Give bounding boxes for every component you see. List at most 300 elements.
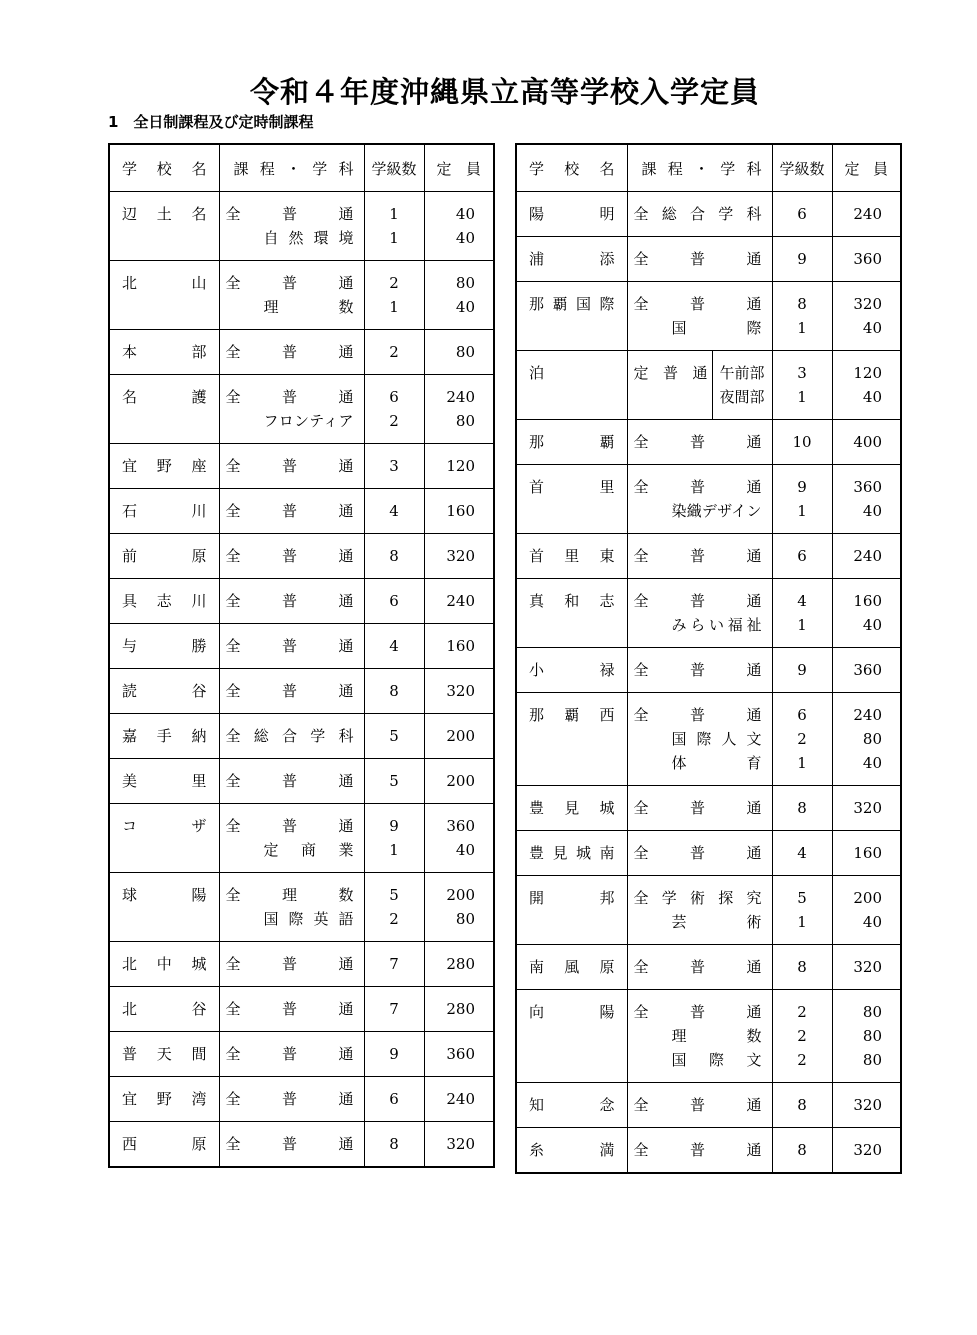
cell-line: 全普通 bbox=[225, 388, 354, 406]
school-name: 首里 bbox=[529, 478, 615, 496]
cell-line: 全普通 bbox=[633, 661, 762, 679]
course-cell bbox=[219, 330, 364, 375]
capacity-cell bbox=[424, 669, 494, 714]
cell-line: 8 bbox=[797, 295, 807, 313]
capacity-cell bbox=[832, 876, 901, 945]
school-name: 宜野座 bbox=[122, 457, 207, 475]
school-name-cell bbox=[109, 1032, 219, 1077]
cell-line: 360 bbox=[853, 661, 883, 679]
cell-line: 280 bbox=[446, 1000, 475, 1018]
cell-line: 全普通 bbox=[225, 343, 354, 361]
cell-line: 全普通 bbox=[633, 1096, 762, 1114]
cell-line: 全普通 bbox=[225, 1045, 354, 1063]
school-name-cell bbox=[516, 282, 627, 351]
cell-line: 全普通 bbox=[633, 799, 762, 817]
cell-line: 160 bbox=[853, 592, 883, 610]
school-name-cell bbox=[109, 489, 219, 534]
school-name-cell bbox=[109, 714, 219, 759]
cell-line: 2 bbox=[797, 1003, 807, 1021]
school-name-cell bbox=[109, 873, 219, 942]
capacity-cell bbox=[832, 1128, 901, 1174]
school-name: 前原 bbox=[122, 547, 207, 565]
table-row bbox=[516, 945, 901, 990]
cell-line: 8 bbox=[797, 1096, 807, 1114]
table-row bbox=[109, 714, 494, 759]
cell-line: 360 bbox=[446, 817, 475, 835]
cell-line: 40 bbox=[455, 298, 475, 316]
cell-line: 1 bbox=[389, 841, 399, 859]
cell-line: 40 bbox=[862, 502, 883, 520]
cell-line: 40 bbox=[862, 319, 883, 337]
capacity-cell bbox=[424, 489, 494, 534]
course-cell bbox=[627, 351, 712, 420]
capacity-cell bbox=[424, 444, 494, 489]
cell-line: 2 bbox=[797, 730, 807, 748]
school-name: 向陽 bbox=[529, 1003, 615, 1021]
school-name: 本部 bbox=[122, 343, 207, 361]
school-name: コザ bbox=[122, 817, 207, 835]
cell-line: 6 bbox=[797, 205, 807, 223]
cell-line: 320 bbox=[853, 799, 883, 817]
school-name: 辺土名 bbox=[122, 205, 207, 223]
cell-line: 200 bbox=[446, 772, 475, 790]
course-cell bbox=[219, 1122, 364, 1168]
school-name: 宜野湾 bbox=[122, 1090, 207, 1108]
school-name: 真和志 bbox=[529, 592, 615, 610]
cell-line: みらい福祉 bbox=[671, 616, 762, 634]
cell-line: 全普通 bbox=[633, 433, 762, 451]
capacity-cell bbox=[832, 351, 901, 420]
cell-line: 4 bbox=[389, 637, 399, 655]
table-row bbox=[109, 261, 494, 330]
cell-line: 全普通 bbox=[633, 706, 762, 724]
school-name-cell bbox=[516, 831, 627, 876]
cell-line: 320 bbox=[853, 958, 883, 976]
cell-line: 240 bbox=[853, 706, 883, 724]
cell-line: 9 bbox=[797, 250, 807, 268]
capacity-cell bbox=[832, 831, 901, 876]
table-row bbox=[516, 579, 901, 648]
cell-line: 全総合学科 bbox=[225, 727, 354, 745]
course-cell bbox=[627, 831, 772, 876]
school-name-cell bbox=[516, 945, 627, 990]
cell-line: 全普通 bbox=[633, 1003, 762, 1021]
classes-cell bbox=[364, 714, 424, 759]
school-name-cell bbox=[516, 1083, 627, 1128]
course-cell bbox=[627, 465, 772, 534]
cell-line: 80 bbox=[455, 343, 475, 361]
table-row bbox=[516, 990, 901, 1083]
cell-line: フロンティア bbox=[263, 412, 354, 430]
school-name-cell bbox=[516, 1128, 627, 1174]
capacity-cell bbox=[424, 534, 494, 579]
course-cell bbox=[627, 237, 772, 282]
school-name-cell bbox=[109, 624, 219, 669]
cell-line: 4 bbox=[797, 592, 807, 610]
school-name: 泊 bbox=[529, 364, 545, 382]
cell-line: 200 bbox=[446, 886, 475, 904]
cell-line: 5 bbox=[389, 772, 399, 790]
school-name: 嘉手納 bbox=[122, 727, 207, 745]
school-name-cell bbox=[109, 534, 219, 579]
course-cell bbox=[627, 990, 772, 1083]
table-row bbox=[516, 693, 901, 786]
table-row bbox=[109, 1122, 494, 1168]
table-row bbox=[516, 876, 901, 945]
school-name: 南風原 bbox=[529, 958, 615, 976]
classes-cell bbox=[772, 1083, 832, 1128]
school-name-cell bbox=[109, 669, 219, 714]
classes-cell bbox=[364, 261, 424, 330]
classes-cell bbox=[364, 804, 424, 873]
cell-line: 1 bbox=[389, 298, 399, 316]
classes-cell bbox=[364, 942, 424, 987]
school-name-cell bbox=[516, 237, 627, 282]
cell-line: 2 bbox=[797, 1051, 807, 1069]
classes-cell bbox=[772, 579, 832, 648]
classes-cell bbox=[772, 465, 832, 534]
school-name-cell bbox=[516, 465, 627, 534]
cell-line: 160 bbox=[446, 502, 475, 520]
header-capacity: 定員 bbox=[832, 144, 901, 192]
cell-line: 6 bbox=[389, 388, 399, 406]
cell-line: 全普通 bbox=[225, 502, 354, 520]
table-row bbox=[516, 1128, 901, 1174]
school-name-cell bbox=[516, 351, 627, 420]
course-cell bbox=[627, 648, 772, 693]
school-name: 名護 bbox=[122, 388, 207, 406]
capacity-cell bbox=[424, 1122, 494, 1168]
cell-line: 全普通 bbox=[225, 274, 354, 292]
course-cell bbox=[627, 420, 772, 465]
course-cell bbox=[219, 804, 364, 873]
cell-line: 80 bbox=[455, 910, 475, 928]
cell-line: 40 bbox=[862, 388, 883, 406]
capacity-cell bbox=[424, 873, 494, 942]
cell-line: 360 bbox=[853, 250, 883, 268]
cell-line: 2 bbox=[389, 412, 399, 430]
school-name-cell bbox=[109, 942, 219, 987]
capacity-cell bbox=[424, 987, 494, 1032]
capacity-cell bbox=[832, 282, 901, 351]
capacity-cell bbox=[424, 624, 494, 669]
table-row bbox=[109, 444, 494, 489]
cell-line: 80 bbox=[862, 1051, 883, 1069]
classes-cell bbox=[364, 669, 424, 714]
table-row bbox=[109, 669, 494, 714]
classes-cell bbox=[364, 759, 424, 804]
capacity-cell bbox=[832, 237, 901, 282]
classes-cell bbox=[364, 1032, 424, 1077]
cell-line: 8 bbox=[797, 1141, 807, 1159]
cell-line: 4 bbox=[797, 844, 807, 862]
school-name-cell bbox=[109, 804, 219, 873]
school-name: 与勝 bbox=[122, 637, 207, 655]
capacity-cell bbox=[424, 942, 494, 987]
classes-cell bbox=[364, 987, 424, 1032]
school-name: 北中城 bbox=[122, 955, 207, 973]
cell-line: 理数 bbox=[263, 298, 354, 316]
cell-line: 9 bbox=[797, 661, 807, 679]
cell-line: 2 bbox=[797, 1027, 807, 1045]
classes-cell bbox=[364, 579, 424, 624]
cell-line: 全普通 bbox=[633, 592, 762, 610]
classes-cell bbox=[364, 873, 424, 942]
classes-cell bbox=[772, 648, 832, 693]
classes-cell bbox=[364, 489, 424, 534]
school-name: 豊見城 bbox=[529, 799, 615, 817]
cell-line: 2 bbox=[389, 343, 399, 361]
cell-line: 国際人文 bbox=[671, 730, 762, 748]
classes-cell bbox=[364, 444, 424, 489]
table-row bbox=[516, 192, 901, 237]
cell-line: 200 bbox=[446, 727, 475, 745]
school-name-cell bbox=[516, 534, 627, 579]
capacity-cell bbox=[832, 990, 901, 1083]
course-cell bbox=[219, 714, 364, 759]
school-name-cell bbox=[109, 1077, 219, 1122]
school-name: 開邦 bbox=[529, 889, 615, 907]
capacity-cell bbox=[832, 1083, 901, 1128]
header-capacity: 定員 bbox=[424, 144, 494, 192]
cell-line: 200 bbox=[853, 889, 883, 907]
table-row bbox=[516, 420, 901, 465]
school-name-cell bbox=[516, 693, 627, 786]
course-name: 定普通 bbox=[633, 364, 708, 382]
classes-cell bbox=[772, 786, 832, 831]
school-name-cell bbox=[109, 579, 219, 624]
classes-cell bbox=[772, 831, 832, 876]
course-cell bbox=[627, 282, 772, 351]
cell-line: 全普通 bbox=[633, 250, 762, 268]
cell-line: 全学術探究 bbox=[633, 889, 762, 907]
cell-line: 3 bbox=[389, 457, 399, 475]
school-name-cell bbox=[516, 990, 627, 1083]
cell-line: 全普通 bbox=[225, 457, 354, 475]
school-name-cell bbox=[109, 1122, 219, 1168]
course-cell bbox=[219, 261, 364, 330]
cell-line: 6 bbox=[797, 706, 807, 724]
header-row bbox=[109, 144, 494, 192]
school-name-cell bbox=[109, 192, 219, 261]
cell-line: 全普通 bbox=[633, 844, 762, 862]
cell-line: 9 bbox=[389, 817, 399, 835]
cell-line: 8 bbox=[797, 799, 807, 817]
table-row bbox=[516, 1083, 901, 1128]
cell-line: 40 bbox=[862, 616, 883, 634]
page-title: 令和４年度沖縄県立高等学校入学定員 bbox=[249, 75, 760, 109]
header-row bbox=[516, 144, 901, 192]
cell-line: 8 bbox=[389, 1135, 399, 1153]
capacity-cell bbox=[832, 786, 901, 831]
cell-line: 320 bbox=[853, 1096, 883, 1114]
course-cell bbox=[627, 1128, 772, 1174]
cell-line: 4 bbox=[389, 502, 399, 520]
school-name: 首里東 bbox=[529, 547, 615, 565]
classes-cell bbox=[364, 375, 424, 444]
capacity-cell bbox=[832, 534, 901, 579]
cell-line: 160 bbox=[853, 844, 883, 862]
cell-line: 全普通 bbox=[225, 1000, 354, 1018]
classes-cell bbox=[364, 1122, 424, 1168]
course-cell bbox=[219, 579, 364, 624]
course-cell bbox=[219, 669, 364, 714]
header-school: 学校名 bbox=[109, 144, 219, 192]
cell-line: 40 bbox=[862, 913, 883, 931]
cell-line: 1 bbox=[797, 502, 807, 520]
classes-cell bbox=[772, 534, 832, 579]
course-cell bbox=[627, 579, 772, 648]
cell-line: 芸術 bbox=[671, 913, 762, 931]
cell-line: 自然環境 bbox=[263, 229, 354, 247]
table-row bbox=[516, 831, 901, 876]
capacity-cell bbox=[832, 945, 901, 990]
cell-line: 全普通 bbox=[633, 547, 762, 565]
course-cell bbox=[219, 987, 364, 1032]
cell-line: 80 bbox=[455, 412, 475, 430]
cell-line: 80 bbox=[455, 274, 475, 292]
course-cell bbox=[219, 444, 364, 489]
cell-line: 午前部 bbox=[719, 364, 765, 382]
classes-cell bbox=[772, 420, 832, 465]
course-cell bbox=[219, 1077, 364, 1122]
header-course: 課程・学科 bbox=[627, 144, 772, 192]
course-cell bbox=[627, 876, 772, 945]
capacity-cell bbox=[832, 648, 901, 693]
cell-line: 6 bbox=[797, 547, 807, 565]
cell-line: 120 bbox=[853, 364, 883, 382]
school-name: 読谷 bbox=[122, 682, 207, 700]
school-name: 那覇 bbox=[529, 433, 615, 451]
school-name-cell bbox=[516, 579, 627, 648]
capacity-cell bbox=[424, 1077, 494, 1122]
cell-line: 3 bbox=[797, 364, 807, 382]
cell-line: 定商業 bbox=[263, 841, 354, 859]
course-cell bbox=[219, 759, 364, 804]
table-row bbox=[109, 1077, 494, 1122]
cell-line: 320 bbox=[446, 547, 475, 565]
classes-cell bbox=[364, 330, 424, 375]
cell-line: 8 bbox=[797, 958, 807, 976]
table-row bbox=[516, 237, 901, 282]
course-cell bbox=[627, 945, 772, 990]
cell-line: 8 bbox=[389, 547, 399, 565]
cell-line: 全普通 bbox=[225, 205, 354, 223]
classes-cell bbox=[772, 237, 832, 282]
cell-line: 1 bbox=[797, 616, 807, 634]
cell-line: 7 bbox=[389, 1000, 399, 1018]
school-name: 美里 bbox=[122, 772, 207, 790]
capacity-cell bbox=[832, 420, 901, 465]
cell-line: 80 bbox=[862, 1027, 883, 1045]
cell-line: 全普通 bbox=[225, 817, 354, 835]
table-row bbox=[109, 624, 494, 669]
school-name: 普天間 bbox=[122, 1045, 207, 1063]
cell-line: 全普通 bbox=[225, 1090, 354, 1108]
table-row bbox=[109, 804, 494, 873]
capacity-cell bbox=[832, 465, 901, 534]
cell-line: 理数 bbox=[671, 1027, 762, 1045]
school-name-cell bbox=[109, 444, 219, 489]
capacity-cell bbox=[832, 192, 901, 237]
school-name: 球陽 bbox=[122, 886, 207, 904]
school-name: 北山 bbox=[122, 274, 207, 292]
classes-cell bbox=[772, 876, 832, 945]
cell-line: 1 bbox=[389, 205, 399, 223]
classes-cell bbox=[772, 192, 832, 237]
cell-line: 80 bbox=[862, 1003, 883, 1021]
table-row bbox=[109, 489, 494, 534]
cell-line: 240 bbox=[446, 592, 475, 610]
cell-line: 2 bbox=[389, 910, 399, 928]
capacity-table-right bbox=[515, 143, 902, 1174]
course-cell bbox=[219, 192, 364, 261]
school-name-cell bbox=[516, 420, 627, 465]
school-name-cell bbox=[516, 192, 627, 237]
cell-line: 全理数 bbox=[225, 886, 354, 904]
table-row bbox=[109, 375, 494, 444]
school-name-cell bbox=[109, 987, 219, 1032]
cell-line: 5 bbox=[389, 727, 399, 745]
cell-line: 280 bbox=[446, 955, 475, 973]
table-row bbox=[109, 987, 494, 1032]
classes-cell bbox=[772, 351, 832, 420]
classes-cell bbox=[772, 945, 832, 990]
cell-line: 全普通 bbox=[225, 955, 354, 973]
table-row bbox=[109, 1032, 494, 1077]
cell-line: 80 bbox=[862, 730, 883, 748]
section-heading: 1 全日制課程及び定時制課程 bbox=[108, 113, 314, 131]
cell-line: 320 bbox=[853, 1141, 883, 1159]
course-cell bbox=[627, 1083, 772, 1128]
course-cell bbox=[219, 942, 364, 987]
cell-line: 8 bbox=[389, 682, 399, 700]
course-cell bbox=[627, 192, 772, 237]
header-course: 課程・学科 bbox=[219, 144, 364, 192]
cell-line: 2 bbox=[389, 274, 399, 292]
school-name: 那覇西 bbox=[529, 706, 615, 724]
cell-line: 240 bbox=[853, 205, 883, 223]
table-row bbox=[516, 534, 901, 579]
school-name: 北谷 bbox=[122, 1000, 207, 1018]
table-row bbox=[109, 192, 494, 261]
school-name: 石川 bbox=[122, 502, 207, 520]
classes-cell bbox=[772, 693, 832, 786]
school-name: 知念 bbox=[529, 1096, 615, 1114]
cell-line: 染織デザイン bbox=[671, 502, 762, 520]
cell-line: 全普通 bbox=[225, 547, 354, 565]
cell-line: 7 bbox=[389, 955, 399, 973]
classes-cell bbox=[364, 624, 424, 669]
table-row bbox=[516, 648, 901, 693]
cell-line: 全普通 bbox=[633, 295, 762, 313]
cell-line: 全普通 bbox=[633, 478, 762, 496]
course-cell bbox=[219, 489, 364, 534]
course-cell bbox=[627, 534, 772, 579]
school-name-cell bbox=[516, 786, 627, 831]
course-cell bbox=[627, 693, 772, 786]
table-row bbox=[109, 534, 494, 579]
capacity-cell bbox=[424, 192, 494, 261]
classes-cell bbox=[364, 1077, 424, 1122]
cell-line: 国際 bbox=[671, 319, 762, 337]
capacity-cell bbox=[424, 261, 494, 330]
cell-line: 全普通 bbox=[225, 592, 354, 610]
capacity-cell bbox=[424, 375, 494, 444]
cell-line: 全普通 bbox=[633, 958, 762, 976]
header-school: 学校名 bbox=[516, 144, 627, 192]
capacity-cell bbox=[424, 579, 494, 624]
